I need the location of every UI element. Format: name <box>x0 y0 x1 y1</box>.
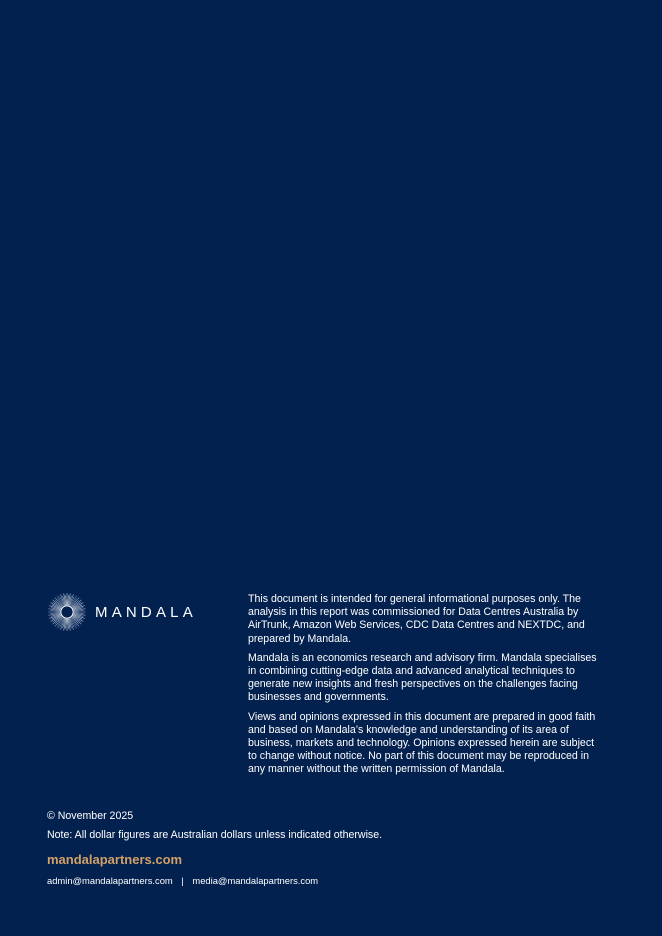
mandala-logo <box>47 592 197 632</box>
logo-wordmark: MANDALA <box>95 603 197 621</box>
email-separator: | <box>181 875 184 886</box>
currency-note: Note: All dollar figures are Australian dollars unless indicated otherwise. <box>47 829 383 841</box>
disclaimer-paragraph-purpose: This document is intended for general informational purposes only. The analysis in this report was commissioned for Data Centres Australia by AirTrunk, Amazon Web Services, CDC Data Centres and NEXTDC, and prepared by Mandala. <box>248 593 585 645</box>
mandala-sunburst-icon <box>47 592 87 632</box>
footer <box>47 809 617 887</box>
disclaimer-paragraph-about: Mandala is an economics research and advisory firm. Mandala specialises in combining cutting-edge data and advanced analytical techniques to generate new insights and fresh perspectives on the challenges facing businesses and governments. <box>248 651 597 704</box>
admin-email-link[interactable]: admin@mandalapartners.com <box>47 875 173 886</box>
contact-emails <box>47 875 617 887</box>
disclaimer-paragraph-views: Views and opinions expressed in this document are prepared in good faith and based on Mandala’s knowledge and understanding of its area of business, markets and technology. Opinions expressed herein are subject to change without notice. No part of this document may be reproduced in any manner without the written permission of Mandala. <box>248 710 596 776</box>
website-link[interactable]: mandalapartners.com <box>47 852 183 867</box>
disclaimer-block <box>248 593 600 783</box>
media-email-link[interactable]: media@mandalapartners.com <box>192 875 319 886</box>
copyright-notice: © November 2025 <box>47 810 134 822</box>
